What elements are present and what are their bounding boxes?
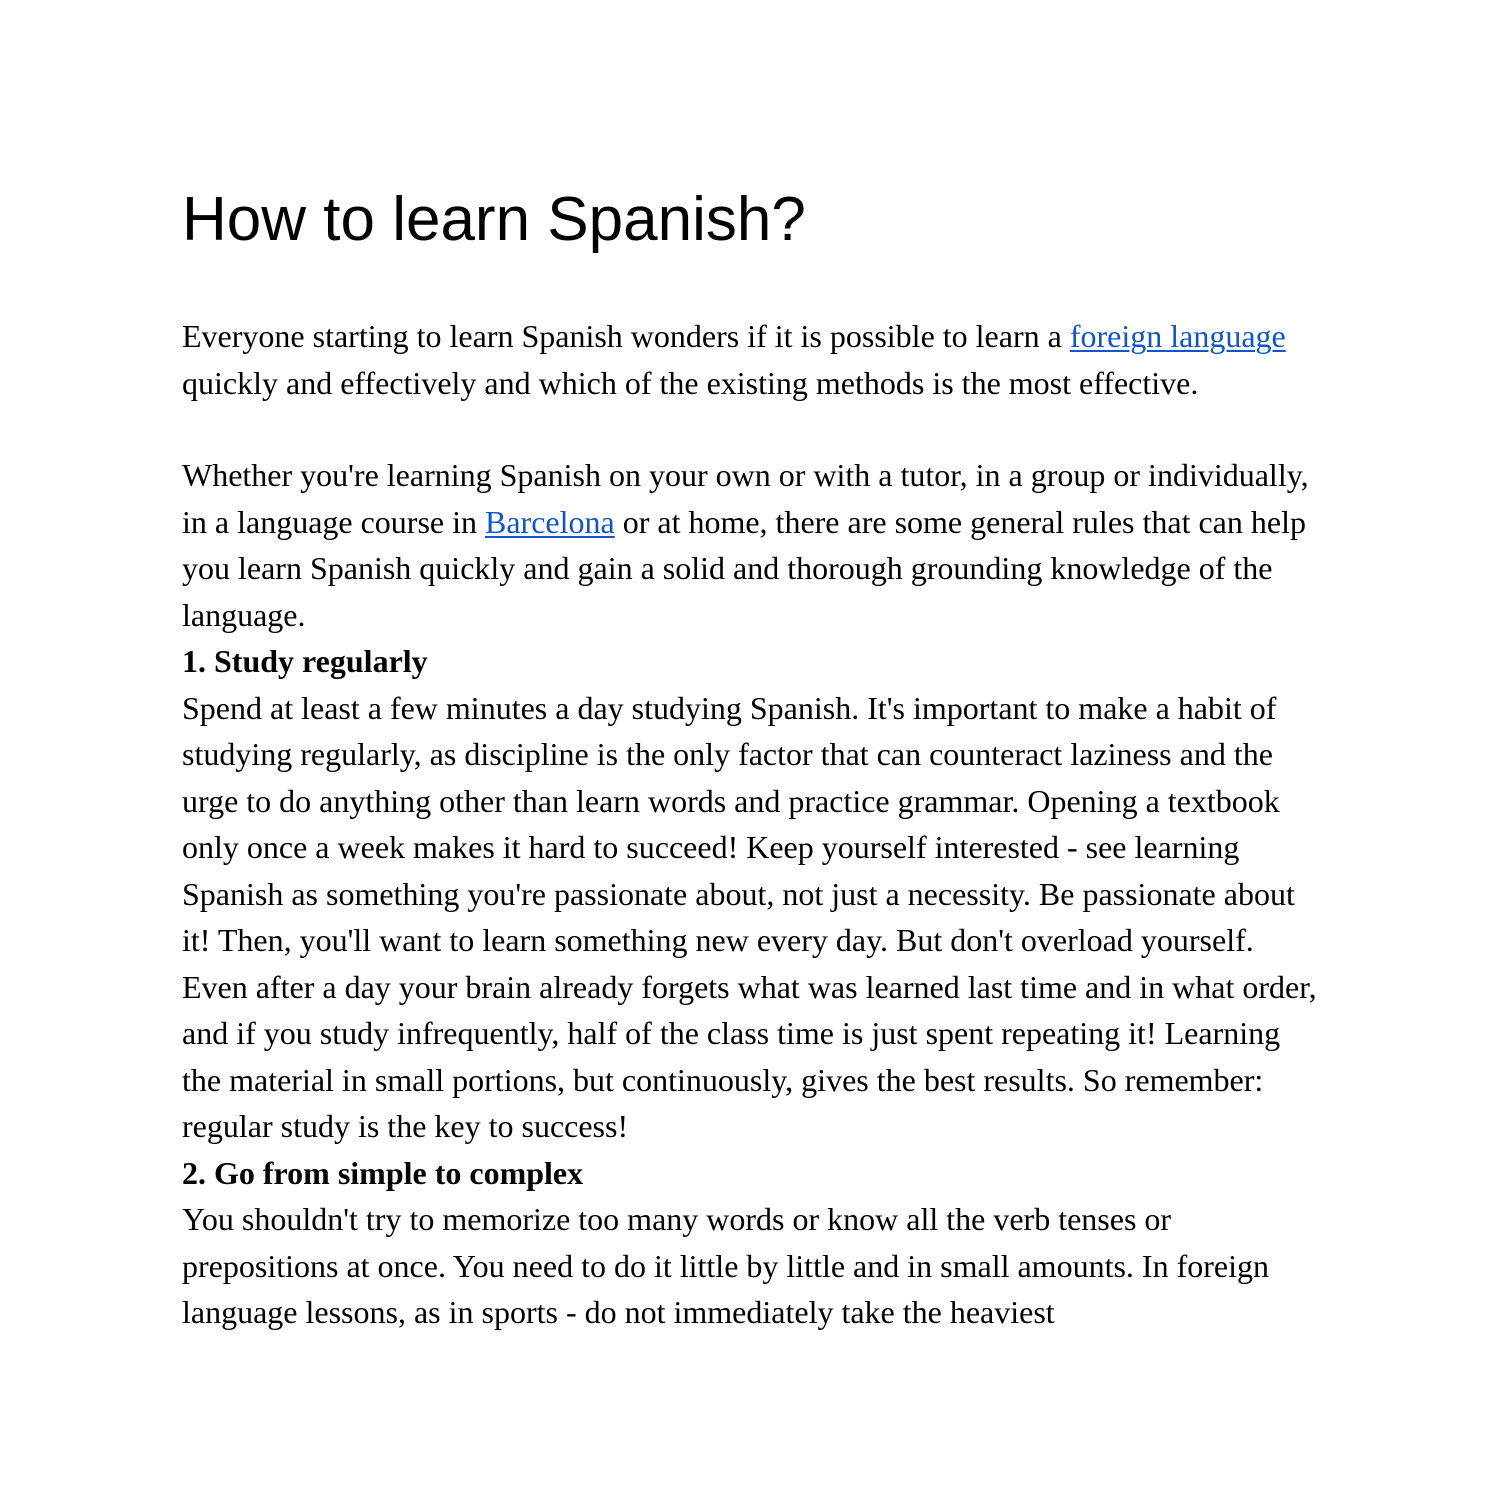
intro-text-before: Everyone starting to learn Spanish wonders if it is possible to learn a: [182, 318, 1070, 354]
general-rules-paragraph: [182, 452, 1322, 638]
section-body-simple-to-complex: You shouldn't try to memorize too many words or know all the verb tenses or prepositions at once. You need to do it little by little and in small amounts. In foreign language lessons, as in sports - do not immediately take the heaviest: [182, 1201, 1269, 1330]
section-body-study-regularly: Spend at least a few minutes a day studying Spanish. It's important to make a habit of studying regularly, as discipline is the only factor that can counteract laziness and the urge to do anything other than learn words and practice grammar. Opening a textbook only once a week makes it hard to succeed! Keep yourself interested - see learning Spanish as something you're passionate about, not just a necessity. Be passionate about it! Then, you'll want to learn something new every day. But don't overload yourself. Even after a day your brain already forgets what was learned last time and in what order, and if you study infrequently, half of the class time is just spent repeating it! Learning the material in small portions, but continuously, gives the best results. So remember: regular study is the key to success!: [182, 689, 1317, 1144]
document-content: [182, 180, 1322, 1336]
intro-paragraph: [182, 313, 1322, 406]
section-heading-study-regularly: 1. Study regularly: [182, 643, 428, 679]
document-title: How to learn Spanish?: [182, 185, 806, 254]
barcelona-link[interactable]: Barcelona: [485, 503, 615, 540]
intro-text-after: quickly and effectively and which of the existing methods is the most effective.: [182, 364, 1199, 401]
rules-text-after: or at home, there are some general rules that can help you learn Spanish quickly and gain a solid and thorough grounding knowledge of the language.: [182, 503, 1306, 633]
rules-text-before: Whether you're learning Spanish on your own or with a tutor, in a group or individually, in a language course in: [182, 457, 1309, 540]
foreign-language-link[interactable]: foreign language: [1069, 318, 1286, 354]
section-heading-simple-to-complex: 2. Go from simple to complex: [182, 1154, 584, 1191]
